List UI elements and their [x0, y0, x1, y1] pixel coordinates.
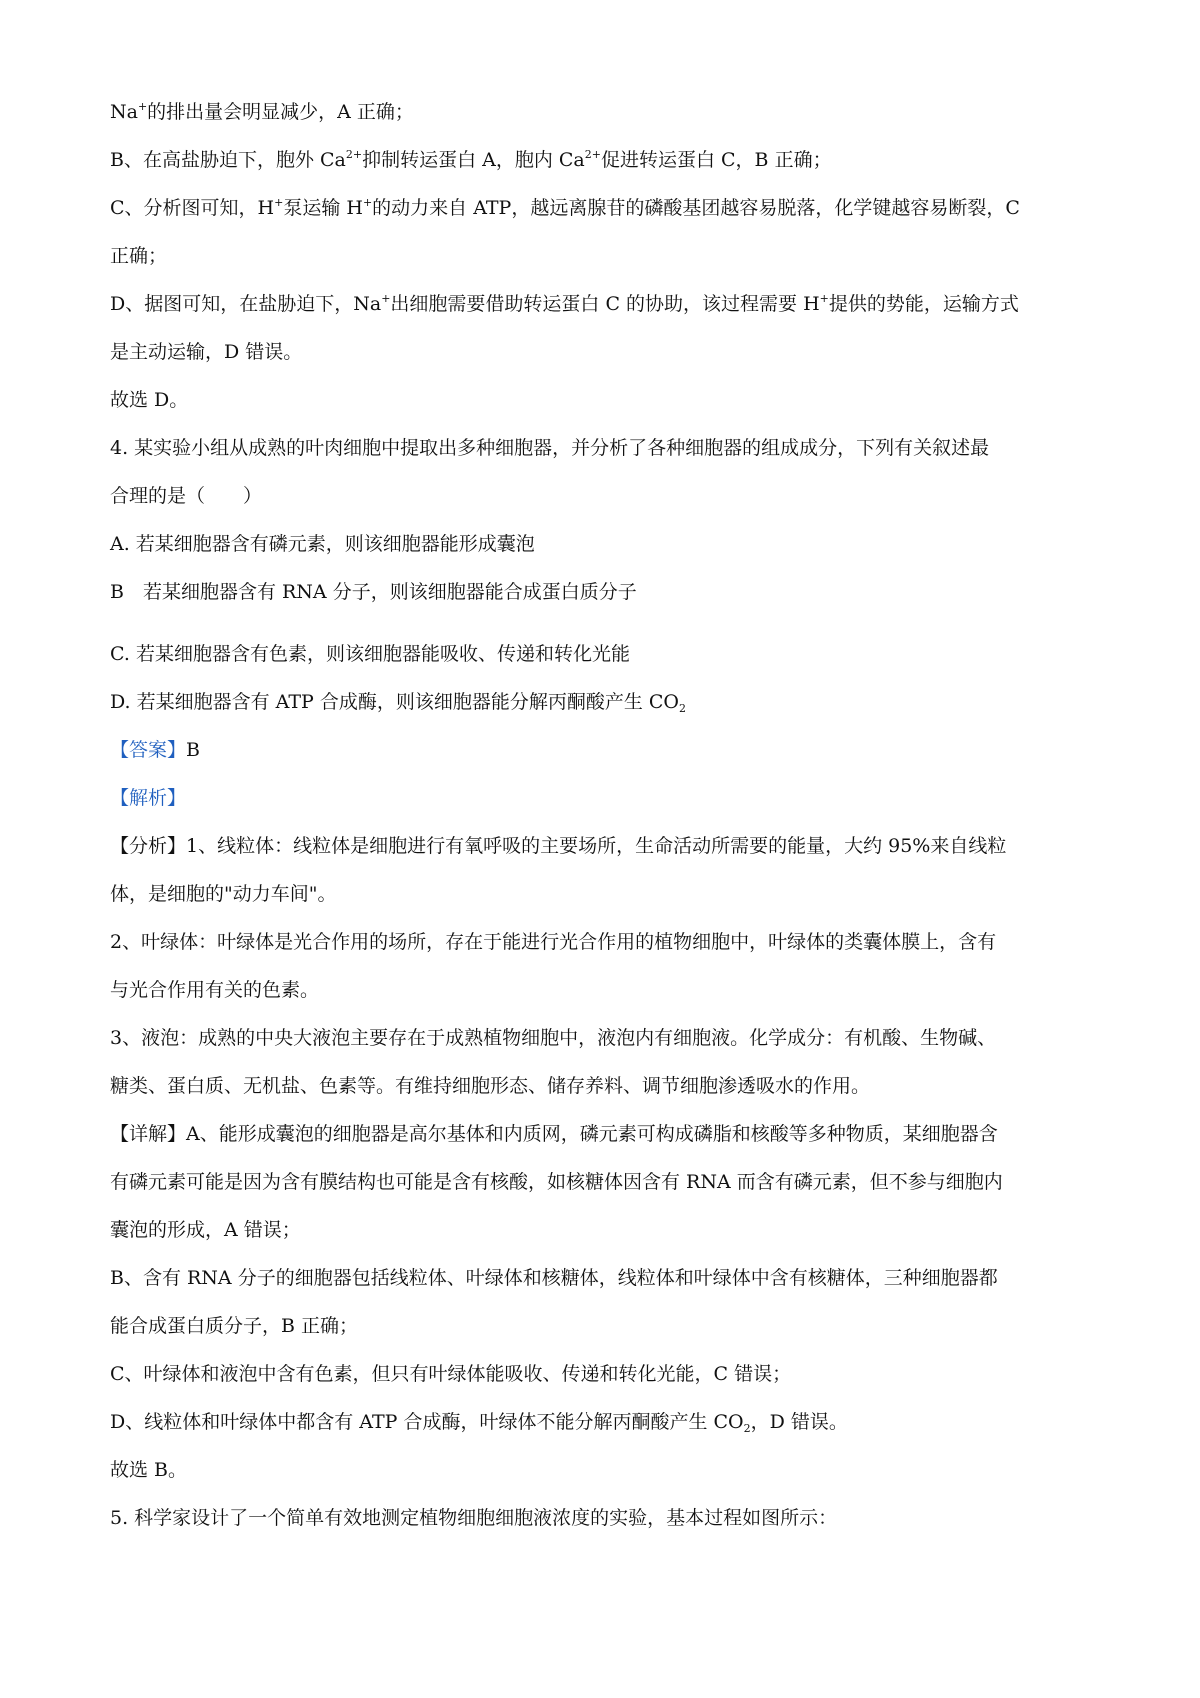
- option-c: C. 若某细胞器含有色素，则该细胞器能吸收、传递和转化光能: [110, 643, 630, 665]
- question-stem: 合理的是（ ）: [110, 485, 263, 507]
- paragraph-line: 与光合作用有关的色素。: [110, 979, 320, 1001]
- answer-line: 【答案】B: [110, 739, 200, 761]
- paragraph-line: 正确；: [110, 245, 168, 267]
- analysis-tag: 【解析】: [110, 787, 187, 809]
- question-stem: 4. 某实验小组从成熟的叶肉细胞中提取出多种细胞器，并分析了各种细胞器的组成成分，下列有关叙述最: [110, 437, 990, 459]
- option-a: A. 若某细胞器含有磷元素，则该细胞器能形成囊泡: [110, 533, 535, 555]
- paragraph-line: 体，是细胞的"动力车间"。: [110, 883, 337, 905]
- option-b: B 若某细胞器含有 RNA 分子，则该细胞器能合成蛋白质分子: [110, 581, 637, 603]
- option-d: D. 若某细胞器含有 ATP 合成酶，则该细胞器能分解丙酮酸产生 $CO_2$: [110, 691, 687, 715]
- paragraph-line: Na+的排出量会明显减少，A 正确；: [110, 100, 414, 123]
- paragraph-line: 糖类、蛋白质、无机盐、色素等。有维持细胞形态、储存养料、调节细胞渗透吸水的作用。: [110, 1075, 871, 1097]
- paragraph-line: B、含有 RNA 分子的细胞器包括线粒体、叶绿体和核糖体，线粒体和叶绿体中含有核糖体，三种细胞器都: [110, 1267, 998, 1289]
- analysis-line: [110, 774, 1100, 822]
- paragraph-line: 【详解】A、能形成囊泡的细胞器是高尔基体和内质网，磷元素可构成磷脂和核酸等多种物质，某细胞器含: [110, 1123, 998, 1145]
- choice-line: 故选 D。: [110, 389, 189, 411]
- paragraph-line: 有磷元素可能是因为含有膜结构也可能是含有核酸，如核糖体因含有 RNA 而含有磷元素，但不参与细胞内: [110, 1171, 1003, 1193]
- paragraph-line: 3、液泡：成熟的中央大液泡主要存在于成熟植物细胞中，液泡内有细胞液。化学成分：有机酸、生物碱、: [110, 1027, 997, 1049]
- question-stem: 5. 科学家设计了一个简单有效地测定植物细胞细胞液浓度的实验，基本过程如图所示：: [110, 1507, 838, 1529]
- answer-tag: 【答案】: [110, 739, 187, 761]
- choice-line: 故选 B。: [110, 1459, 188, 1481]
- paragraph-line: 是主动运输，D 错误。: [110, 341, 303, 363]
- paragraph-line: C、分析图可知，H+泵运输 H+的动力来自 ATP，越远离腺苷的磷酸基团越容易脱落，化学键越容易断裂，C: [110, 196, 1020, 219]
- paragraph-line: B、在高盐胁迫下，胞外 $Ca^{2+}$抑制转运蛋白 A，胞内 $Ca^{2+}$促进转运蛋白 C，B 正确；: [110, 148, 832, 171]
- paragraph-line: C、叶绿体和液泡中含有色素，但只有叶绿体能吸收、传递和转化光能，C 错误；: [110, 1363, 792, 1385]
- paragraph-line: D、线粒体和叶绿体中都含有 ATP 合成酶，叶绿体不能分解丙酮酸产生 $CO_2$，D 错误。: [110, 1411, 848, 1435]
- paragraph-line: 【分析】1、线粒体：线粒体是细胞进行有氧呼吸的主要场所，生命活动所需要的能量，大约 95%来自线粒: [110, 835, 1007, 857]
- paragraph-line: 2、叶绿体：叶绿体是光合作用的场所，存在于能进行光合作用的植物细胞中，叶绿体的类囊体膜上，含有: [110, 931, 997, 953]
- document-page: [110, 88, 1100, 1542]
- paragraph-line: 能合成蛋白质分子，B 正确；: [110, 1315, 359, 1337]
- paragraph-line: 囊泡的形成，A 错误；: [110, 1219, 301, 1241]
- paragraph-line: D、据图可知，在盐胁迫下，Na+出细胞需要借助转运蛋白 C 的协助，该过程需要 H+提供的势能，运输方式: [110, 292, 1019, 315]
